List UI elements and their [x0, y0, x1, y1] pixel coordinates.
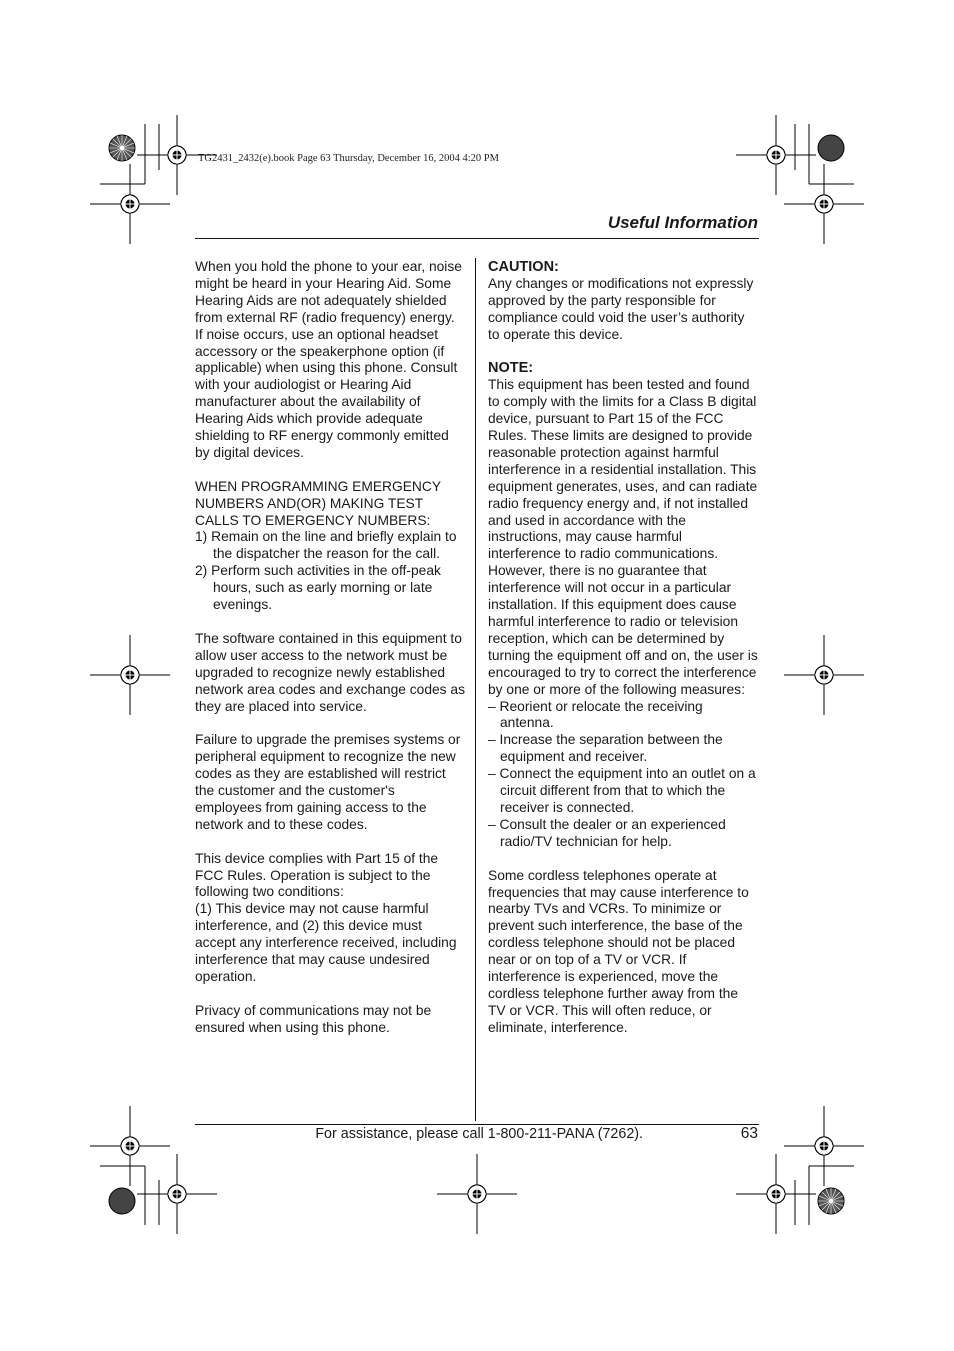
software-paragraph: The software contained in this equipment to allow user access to the network must be upgraded to recognize newly established network area codes and exchange codes as they are placed into service.	[195, 630, 465, 714]
note-text: This equipment has been tested and found to comply with the limits for a Class B digital device, pursuant to Part 15 of the FCC Rules. These limits are designed to provide reasonable protection against harmful interference in a residential installation. This equipment generates, uses, and can radiate radio frequency energy and, if not installed and used in accordance with the instructions, may cause harmful interference to radio communications. However, there is no guarantee that interference will not occur in a particular installation. If this equipment does cause harmful interference to radio or television reception, which can be determined by turning the equipment off and on, the user is encouraged to try to correct the interference by one or more of the following measures:	[488, 377, 758, 697]
caution-text: Any changes or modifications not expressly approved by the party responsible for compliance could void the user’s authority to operate this device.	[488, 275, 754, 342]
emergency-intro: WHEN PROGRAMMING EMERGENCY NUMBERS AND(OR) MAKING TEST CALLS TO EMERGENCY NUMBERS:	[195, 478, 441, 528]
hearing-aid-paragraph: When you hold the phone to your ear, noise might be heard in your Hearing Aid. Some Hearing Aids are not adequately shielded from external RF (radio frequency) energy. If noise occurs, use an optional headset accessory or the speakerphone option (if applicable) when using this phone. Consult with your audiologist or Hearing Aid manufacturer about the availability of Hearing Aids which provide adequate shielding to RF energy commonly emitted by digital devices.	[195, 259, 462, 460]
assistance-text: For assistance, please call 1-800-211-PANA (7262).	[315, 1126, 643, 1142]
section-title: Useful Information	[607, 213, 758, 232]
right-column	[488, 259, 758, 1054]
emergency-item-1: 1) Remain on the line and briefly explain to the dispatcher the reason for the call.	[195, 529, 457, 562]
caution-heading: CAUTION:	[488, 259, 559, 275]
footer-rule	[195, 1124, 759, 1125]
left-column	[195, 259, 465, 1054]
note-heading: NOTE:	[488, 360, 534, 377]
measure-item: – Connect the equipment into an outlet on a circuit different from that to which the receiver is connected.	[488, 766, 756, 815]
failure-paragraph: Failure to upgrade the premises systems or peripheral equipment to recognize the new codes as they are established will restrict the customer and the customer's employees from gaining access to the network and to these codes.	[195, 732, 461, 832]
measure-item: – Reorient or relocate the receiving antenna.	[488, 698, 703, 731]
page-number: 63	[740, 1125, 758, 1142]
measure-item: – Consult the dealer or an experienced radio/TV technician for help.	[488, 816, 726, 849]
cordless-paragraph: Some cordless telephones operate at frequencies that may cause interference to nearby TVs and VCRs. To minimize or prevent such interference, the base of the cordless telephone should not be placed near or on top of a TV or VCR. If interference is experienced, move the cordless telephone further away from the TV or VCR. This will often reduce, or eliminate, interference.	[488, 867, 749, 1035]
emergency-item-2: 2) Perform such activities in the off-peak hours, such as early morning or late evenings.	[195, 563, 441, 613]
header-rule	[195, 238, 759, 239]
privacy-paragraph: Privacy of communications may not be ensured when using this phone.	[195, 1002, 432, 1035]
measure-item: – Increase the separation between the equipment and receiver.	[488, 732, 723, 765]
print-info: TG2431_2432(e).book Page 63 Thursday, December 16, 2004 4:20 PM	[198, 153, 499, 164]
fcc-conditions: (1) This device may not cause harmful interference, and (2) this device must accept any interference received, including interference that may cause undesired operation.	[195, 901, 457, 984]
fcc-compliance-intro: This device complies with Part 15 of the FCC Rules. Operation is subject to the following two conditions:	[195, 850, 439, 900]
column-divider	[475, 258, 476, 1121]
